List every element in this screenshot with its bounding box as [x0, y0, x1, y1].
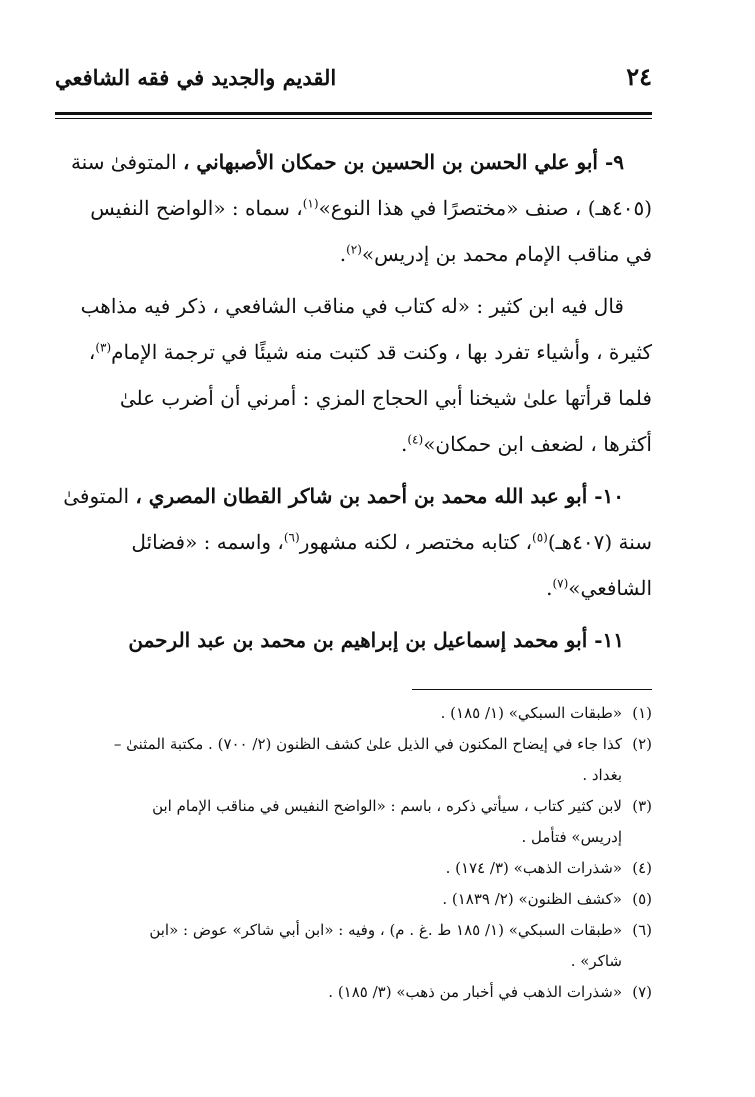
footnote-text: «طبقات السبكي» (١/ ١٨٥ ط .غ . م) ، وفيه : «ابن أبي شاكر» عوض : «ابن [149, 921, 622, 939]
footnote-ref-1: (١) [302, 196, 319, 211]
footnote-ref-6: (٦) [283, 530, 300, 545]
entry-9 [55, 139, 652, 277]
entry-10-line1-rest: المتوفىٰ [63, 484, 136, 508]
quote-line1: قال فيه ابن كثير : «له كتاب في مناقب الشافعي ، ذكر فيه مذاهب [80, 294, 624, 318]
footnotes [55, 698, 652, 1008]
entry-11 [55, 617, 652, 663]
footnote-7 [55, 977, 652, 1008]
entry-10-line2-rest: ، واسمه : «فضائل [131, 530, 284, 554]
entry-10-head: ١٠- أبو عبد الله محمد بن أحمد بن شاكر القطان المصري ، [135, 484, 624, 508]
footnote-text: «شذرات الذهب» (٣/ ١٧٤) . [445, 859, 622, 877]
footnote-2-continued: بغداد . [582, 766, 622, 784]
footnote-ref-4: (٤) [407, 432, 424, 447]
footnote-ref-5: (٥) [532, 530, 548, 545]
footnote-ref-7: (٧) [552, 576, 569, 591]
running-title: القديم والجديد في فقه الشافعي [55, 65, 337, 90]
footnote-2 [55, 729, 652, 760]
quote-line4: أكثرها ، لضعف ابن حمكان» [423, 432, 652, 456]
header-rule-thick [55, 112, 652, 115]
footnote-separator [412, 689, 652, 690]
main-text [55, 139, 652, 663]
footnote-number: (٢) [632, 735, 652, 753]
footnote-number: (٣) [632, 797, 652, 815]
footnote-3 [55, 791, 652, 822]
page-number: ٢٤ [626, 62, 652, 91]
footnote-text: «كشف الظنون» (٢/ ١٨٣٩) . [442, 890, 622, 908]
footnote-number: (٥) [632, 890, 652, 908]
footnote-text: لابن كثير كتاب ، سيأتي ذكره ، باسم : «الواضح النفيس في مناقب الإمام ابن [152, 797, 622, 815]
footnote-ref-3: (٣) [95, 340, 112, 355]
entry-9-line1-rest: المتوفىٰ سنة [70, 150, 183, 174]
entry-10 [55, 473, 652, 611]
footnote-number: (١) [632, 704, 652, 722]
ibn-kathir-quote [55, 283, 652, 467]
footnote-5 [55, 884, 652, 915]
footnote-text: كذا جاء في إيضاح المكنون في الذيل علىٰ كشف الظنون (٢/ ٧٠٠) . مكتبة المثنىٰ – [113, 735, 622, 753]
entry-9-head: ٩- أبو علي الحسن بن الحسين بن حمكان الأصبهاني ، [182, 150, 624, 174]
entry-9-line3: في مناقب الإمام محمد بن إدريس» [361, 242, 652, 266]
entry-9-line3-end: . [339, 242, 347, 266]
footnote-number: (٦) [632, 921, 652, 939]
quote-line4-end: . [401, 432, 408, 456]
quote-line2: كثيرة ، وأشياء تفرد بها ، وكنت قد كتبت منه شيئًا في ترجمة الإمام [111, 340, 652, 364]
footnote-ref-2: (٢) [346, 242, 362, 257]
entry-10-line2-mid: ، كتابه مختصر ، لكنه مشهور [299, 530, 533, 554]
footnote-text: «طبقات السبكي» (١/ ١٨٥) . [440, 704, 622, 722]
book-page [55, 62, 652, 1008]
entry-9-line2-rest: ، سماه : «الواضح النفيس [90, 196, 303, 220]
footnote-1 [55, 698, 652, 729]
footnote-3-continued: إدريس» فتأمل . [521, 828, 622, 846]
entry-11-head: ١١- أبو محمد إسماعيل بن إبراهيم بن محمد بن عبد الرحمن [128, 628, 624, 652]
footnote-number: (٧) [632, 983, 652, 1001]
header-rule-thin [55, 118, 652, 119]
quote-line3: فلما قرأتها علىٰ شيخنا أبي الحجاج المزي : أمرني أن أضرب علىٰ [119, 386, 652, 410]
footnote-6 [55, 915, 652, 946]
entry-10-line2: سنة (٤٠٧هـ) [547, 530, 652, 554]
footnote-number: (٤) [632, 859, 652, 877]
footnote-6-continued: شاكر» . [570, 952, 622, 970]
entry-10-line3-end: . [546, 576, 553, 600]
page-header [55, 62, 652, 106]
entry-10-line3: الشافعي» [568, 576, 652, 600]
footnote-text: «شذرات الذهب في أخبار من ذهب» (٣/ ١٨٥) . [328, 983, 622, 1001]
quote-line2-end: ، [88, 340, 96, 364]
footnote-4 [55, 853, 652, 884]
entry-9-line2: (٤٠٥هـ) ، صنف «مختصرًا في هذا النوع» [318, 196, 652, 220]
